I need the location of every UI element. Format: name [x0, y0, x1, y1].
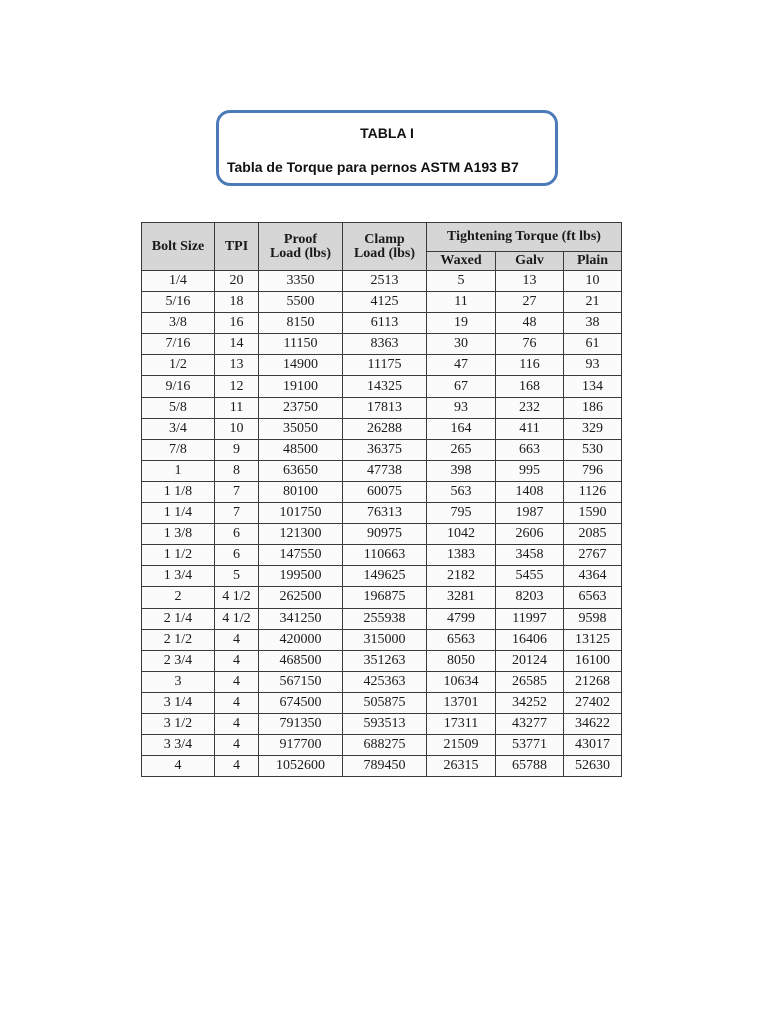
cell-tpi: 4 — [215, 735, 259, 756]
cell-galv: 663 — [496, 439, 564, 460]
cell-proof-load: 1052600 — [259, 756, 343, 777]
cell-waxed: 563 — [427, 481, 496, 502]
cell-clamp-load: 789450 — [343, 756, 427, 777]
cell-proof-load: 262500 — [259, 587, 343, 608]
cell-plain: 329 — [564, 418, 622, 439]
cell-galv: 1987 — [496, 503, 564, 524]
cell-tpi: 4 — [215, 756, 259, 777]
cell-bolt-size: 1 1/8 — [142, 481, 215, 502]
cell-tpi: 13 — [215, 355, 259, 376]
cell-proof-load: 341250 — [259, 608, 343, 629]
cell-clamp-load: 110663 — [343, 545, 427, 566]
cell-clamp-load: 505875 — [343, 692, 427, 713]
cell-bolt-size: 2 1/4 — [142, 608, 215, 629]
cell-waxed: 13701 — [427, 692, 496, 713]
cell-tpi: 8 — [215, 460, 259, 481]
header-plain: Plain — [564, 252, 622, 271]
cell-waxed: 4799 — [427, 608, 496, 629]
cell-waxed: 2182 — [427, 566, 496, 587]
cell-plain: 21268 — [564, 671, 622, 692]
cell-plain: 21 — [564, 292, 622, 313]
cell-tpi: 10 — [215, 418, 259, 439]
cell-plain: 52630 — [564, 756, 622, 777]
table-row — [142, 334, 622, 355]
cell-plain: 1126 — [564, 481, 622, 502]
header-clamp-load-line1: Clamp — [364, 231, 405, 247]
cell-galv: 2606 — [496, 524, 564, 545]
cell-galv: 995 — [496, 460, 564, 481]
cell-galv: 16406 — [496, 629, 564, 650]
cell-clamp-load: 47738 — [343, 460, 427, 481]
cell-bolt-size: 5/8 — [142, 397, 215, 418]
cell-tpi: 4 — [215, 629, 259, 650]
cell-proof-load: 674500 — [259, 692, 343, 713]
table-row — [142, 439, 622, 460]
cell-clamp-load: 255938 — [343, 608, 427, 629]
cell-tpi: 9 — [215, 439, 259, 460]
table-row — [142, 608, 622, 629]
table-row — [142, 629, 622, 650]
cell-plain: 16100 — [564, 650, 622, 671]
torque-table-wrapper — [141, 222, 622, 777]
cell-clamp-load: 11175 — [343, 355, 427, 376]
cell-galv: 1408 — [496, 481, 564, 502]
cell-tpi: 4 — [215, 692, 259, 713]
cell-tpi: 6 — [215, 545, 259, 566]
cell-bolt-size: 1 3/8 — [142, 524, 215, 545]
cell-tpi: 4 — [215, 671, 259, 692]
cell-proof-load: 35050 — [259, 418, 343, 439]
cell-bolt-size: 1 3/4 — [142, 566, 215, 587]
table-row — [142, 355, 622, 376]
cell-tpi: 4 1/2 — [215, 608, 259, 629]
title-box — [216, 110, 558, 186]
cell-bolt-size: 3/8 — [142, 313, 215, 334]
cell-bolt-size: 2 — [142, 587, 215, 608]
cell-clamp-load: 8363 — [343, 334, 427, 355]
cell-clamp-load: 17813 — [343, 397, 427, 418]
cell-galv: 43277 — [496, 713, 564, 734]
cell-plain: 1590 — [564, 503, 622, 524]
header-proof-load — [259, 223, 343, 271]
cell-plain: 4364 — [564, 566, 622, 587]
cell-waxed: 21509 — [427, 735, 496, 756]
cell-waxed: 19 — [427, 313, 496, 334]
cell-waxed: 47 — [427, 355, 496, 376]
cell-plain: 6563 — [564, 587, 622, 608]
cell-waxed: 93 — [427, 397, 496, 418]
cell-clamp-load: 315000 — [343, 629, 427, 650]
header-proof-load-line2: Load (lbs) — [269, 245, 332, 261]
cell-proof-load: 48500 — [259, 439, 343, 460]
table-row — [142, 503, 622, 524]
table-number: TABLA I — [360, 125, 414, 141]
cell-waxed: 8050 — [427, 650, 496, 671]
cell-proof-load: 63650 — [259, 460, 343, 481]
cell-clamp-load: 60075 — [343, 481, 427, 502]
cell-bolt-size: 3 1/2 — [142, 713, 215, 734]
cell-waxed: 795 — [427, 503, 496, 524]
cell-tpi: 7 — [215, 481, 259, 502]
table-row — [142, 671, 622, 692]
cell-proof-load: 147550 — [259, 545, 343, 566]
table-row — [142, 313, 622, 334]
cell-plain: 796 — [564, 460, 622, 481]
cell-bolt-size: 1/2 — [142, 355, 215, 376]
cell-clamp-load: 425363 — [343, 671, 427, 692]
cell-tpi: 7 — [215, 503, 259, 524]
cell-plain: 38 — [564, 313, 622, 334]
cell-bolt-size: 1 1/4 — [142, 503, 215, 524]
table-row — [142, 524, 622, 545]
table-row — [142, 587, 622, 608]
cell-tpi: 11 — [215, 397, 259, 418]
cell-galv: 11997 — [496, 608, 564, 629]
cell-clamp-load: 36375 — [343, 439, 427, 460]
cell-galv: 27 — [496, 292, 564, 313]
cell-clamp-load: 688275 — [343, 735, 427, 756]
cell-waxed: 3281 — [427, 587, 496, 608]
table-caption: Tabla de Torque para pernos ASTM A193 B7 — [227, 159, 519, 175]
header-proof-load-line1: Proof — [283, 231, 318, 247]
cell-waxed: 164 — [427, 418, 496, 439]
table-row — [142, 713, 622, 734]
table-row — [142, 566, 622, 587]
cell-waxed: 398 — [427, 460, 496, 481]
cell-waxed: 10634 — [427, 671, 496, 692]
cell-galv: 34252 — [496, 692, 564, 713]
cell-proof-load: 8150 — [259, 313, 343, 334]
cell-plain: 34622 — [564, 713, 622, 734]
cell-clamp-load: 196875 — [343, 587, 427, 608]
cell-tpi: 4 — [215, 713, 259, 734]
cell-galv: 26585 — [496, 671, 564, 692]
cell-plain: 93 — [564, 355, 622, 376]
cell-galv: 168 — [496, 376, 564, 397]
cell-clamp-load: 76313 — [343, 503, 427, 524]
table-row — [142, 692, 622, 713]
cell-tpi: 18 — [215, 292, 259, 313]
cell-galv: 20124 — [496, 650, 564, 671]
cell-tpi: 4 1/2 — [215, 587, 259, 608]
header-tightening-torque: Tightening Torque (ft lbs) — [427, 223, 622, 252]
cell-plain: 134 — [564, 376, 622, 397]
cell-bolt-size: 1 1/2 — [142, 545, 215, 566]
cell-proof-load: 19100 — [259, 376, 343, 397]
cell-bolt-size: 9/16 — [142, 376, 215, 397]
cell-clamp-load: 6113 — [343, 313, 427, 334]
cell-plain: 186 — [564, 397, 622, 418]
cell-proof-load: 14900 — [259, 355, 343, 376]
cell-clamp-load: 351263 — [343, 650, 427, 671]
cell-proof-load: 420000 — [259, 629, 343, 650]
cell-bolt-size: 1/4 — [142, 271, 215, 292]
header-clamp-load — [343, 223, 427, 271]
cell-clamp-load: 149625 — [343, 566, 427, 587]
header-row-top — [142, 223, 622, 252]
cell-waxed: 11 — [427, 292, 496, 313]
table-body — [142, 271, 622, 777]
cell-bolt-size: 5/16 — [142, 292, 215, 313]
cell-tpi: 4 — [215, 650, 259, 671]
table-row — [142, 756, 622, 777]
header-tpi: TPI — [215, 223, 259, 271]
cell-clamp-load: 14325 — [343, 376, 427, 397]
cell-plain: 9598 — [564, 608, 622, 629]
header-waxed: Waxed — [427, 252, 496, 271]
cell-tpi: 20 — [215, 271, 259, 292]
cell-bolt-size: 2 3/4 — [142, 650, 215, 671]
cell-waxed: 6563 — [427, 629, 496, 650]
cell-plain: 530 — [564, 439, 622, 460]
cell-tpi: 16 — [215, 313, 259, 334]
cell-proof-load: 121300 — [259, 524, 343, 545]
table-row — [142, 292, 622, 313]
cell-galv: 65788 — [496, 756, 564, 777]
cell-plain: 27402 — [564, 692, 622, 713]
cell-proof-load: 567150 — [259, 671, 343, 692]
cell-waxed: 1042 — [427, 524, 496, 545]
cell-plain: 61 — [564, 334, 622, 355]
table-row — [142, 418, 622, 439]
cell-bolt-size: 3/4 — [142, 418, 215, 439]
table-row — [142, 271, 622, 292]
cell-waxed: 265 — [427, 439, 496, 460]
cell-waxed: 26315 — [427, 756, 496, 777]
table-row — [142, 650, 622, 671]
cell-bolt-size: 7/16 — [142, 334, 215, 355]
torque-table — [141, 222, 622, 777]
cell-clamp-load: 2513 — [343, 271, 427, 292]
cell-plain: 2085 — [564, 524, 622, 545]
cell-galv: 76 — [496, 334, 564, 355]
cell-galv: 5455 — [496, 566, 564, 587]
cell-proof-load: 917700 — [259, 735, 343, 756]
cell-galv: 116 — [496, 355, 564, 376]
cell-tpi: 12 — [215, 376, 259, 397]
cell-galv: 411 — [496, 418, 564, 439]
header-galv: Galv — [496, 252, 564, 271]
cell-proof-load: 5500 — [259, 292, 343, 313]
cell-clamp-load: 593513 — [343, 713, 427, 734]
cell-galv: 53771 — [496, 735, 564, 756]
cell-tpi: 14 — [215, 334, 259, 355]
cell-galv: 8203 — [496, 587, 564, 608]
cell-tpi: 6 — [215, 524, 259, 545]
cell-proof-load: 101750 — [259, 503, 343, 524]
cell-bolt-size: 3 3/4 — [142, 735, 215, 756]
cell-proof-load: 3350 — [259, 271, 343, 292]
cell-clamp-load: 4125 — [343, 292, 427, 313]
cell-plain: 2767 — [564, 545, 622, 566]
cell-proof-load: 80100 — [259, 481, 343, 502]
cell-plain: 10 — [564, 271, 622, 292]
cell-galv: 48 — [496, 313, 564, 334]
cell-waxed: 1383 — [427, 545, 496, 566]
cell-proof-load: 199500 — [259, 566, 343, 587]
cell-bolt-size: 1 — [142, 460, 215, 481]
table-row — [142, 460, 622, 481]
cell-bolt-size: 7/8 — [142, 439, 215, 460]
cell-bolt-size: 4 — [142, 756, 215, 777]
cell-bolt-size: 3 — [142, 671, 215, 692]
cell-proof-load: 23750 — [259, 397, 343, 418]
cell-galv: 3458 — [496, 545, 564, 566]
table-row — [142, 545, 622, 566]
cell-clamp-load: 26288 — [343, 418, 427, 439]
cell-galv: 232 — [496, 397, 564, 418]
cell-proof-load: 791350 — [259, 713, 343, 734]
cell-tpi: 5 — [215, 566, 259, 587]
table-row — [142, 397, 622, 418]
header-bolt-size: Bolt Size — [142, 223, 215, 271]
cell-waxed: 67 — [427, 376, 496, 397]
cell-waxed: 5 — [427, 271, 496, 292]
cell-waxed: 17311 — [427, 713, 496, 734]
table-row — [142, 376, 622, 397]
header-clamp-load-line2: Load (lbs) — [353, 245, 416, 261]
cell-waxed: 30 — [427, 334, 496, 355]
table-row — [142, 481, 622, 502]
cell-bolt-size: 3 1/4 — [142, 692, 215, 713]
cell-proof-load: 468500 — [259, 650, 343, 671]
cell-plain: 13125 — [564, 629, 622, 650]
cell-bolt-size: 2 1/2 — [142, 629, 215, 650]
cell-clamp-load: 90975 — [343, 524, 427, 545]
cell-plain: 43017 — [564, 735, 622, 756]
cell-proof-load: 11150 — [259, 334, 343, 355]
cell-galv: 13 — [496, 271, 564, 292]
table-row — [142, 735, 622, 756]
